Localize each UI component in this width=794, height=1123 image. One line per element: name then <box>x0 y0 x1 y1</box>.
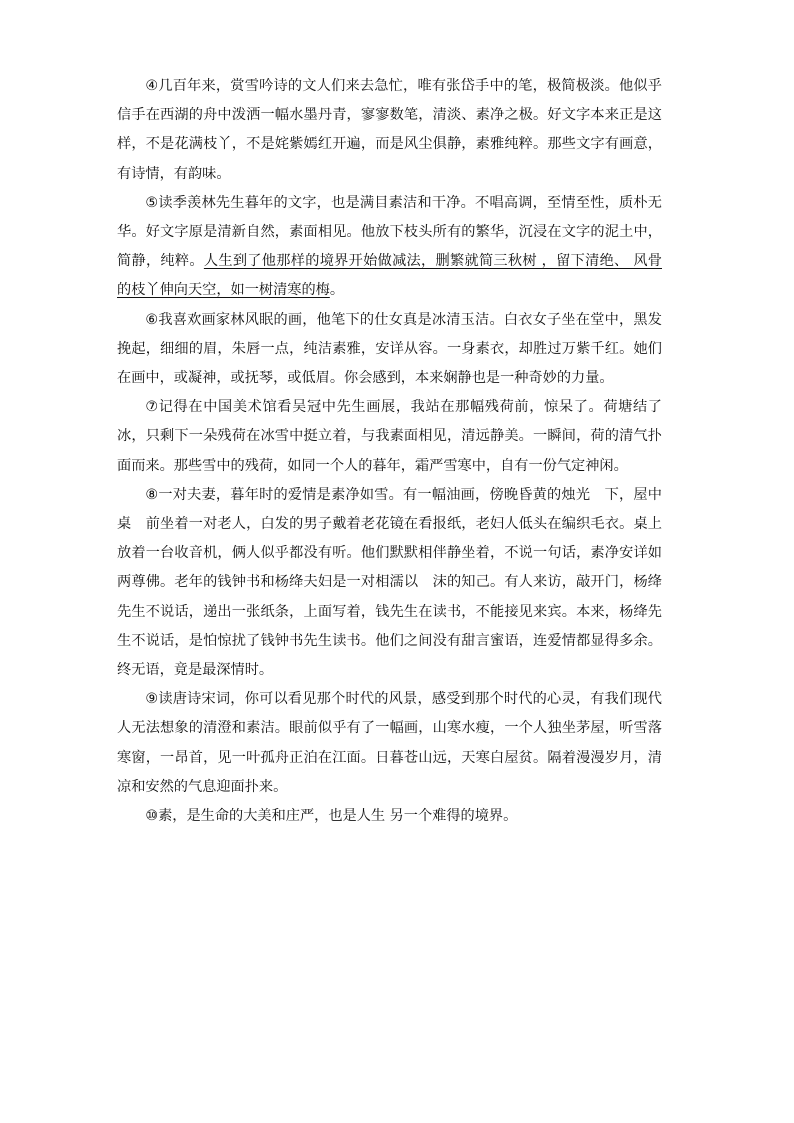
paragraph-5-underlined-sentence: 人生到了他那样的境界开始做减法，删繁就简三秋树 ，留下清绝、 风骨的枝丫伸向天空，如一树清寒的梅 <box>117 253 662 299</box>
paragraph-8: ⑧一对夫妻，暮年时的爱情是素净如雪。有一幅油画，傍晚昏黄的烛光 下，屋中桌 前坐着一对老人，白发的男子戴着老花镜在看报纸，老妇人低头在编织毛衣。桌上放着一台收音机，俩人似乎都没有听。他们默默相伴静坐着，不说一句话，素净安详如两尊佛。老年的钱钟书和杨绛夫妇是一对相濡以 沫的知己。有人来访，敲开门，杨绛先生不说话，递出一张纸条，上面写着，钱先生在读书，不能接见来宾。本来，杨绛先生不说话，是怕惊扰了钱钟书先生读书。他们之间没有甜言蜜语，连爱情都显得多余。终无语，竟是最深情时。 <box>117 486 662 679</box>
paragraph-9: ⑨读唐诗宋词，你可以看见那个时代的风景，感受到那个时代的心灵，有我们现代人无法想象的清澄和素洁。眼前似乎有了一幅画，山寒水瘦，一个人独坐茅屋，听雪落寒窗，一昂首，见一叶孤舟正泊在江面。日暮苍山远，天寒白屋贫。隔着漫漫岁月，清凉和安然的气息迎面扑来。 <box>117 691 662 795</box>
paragraph-7: ⑦记得在中国美术馆看吴冠中先生画展，我站在那幅残荷前，惊呆了。荷塘结了冰，只剩下一朵残荷在冰雪中挺立着，与我素面相见，清远静美。一瞬间，荷的清气扑面而来。那些雪中的残荷，如同一个人的暮年，霜严雪寒中，自有一份气定神闲。 <box>117 399 662 474</box>
paragraph-5 <box>117 189 662 306</box>
paragraph-10: ⑩素，是生命的大美和庄严，也是人生 另一个难得的境界。 <box>145 808 518 825</box>
paragraph-5-end: 。 <box>329 282 345 299</box>
paragraph-6: ⑥我喜欢画家林风眠的画，他笔下的仕女真是冰清玉洁。白衣女子坐在堂中，黑发挽起，细细的眉，朱唇一点，纯洁素雅，安详从容。一身素衣，却胜过万紫千红。她们在画中，或凝神，或抚琴，或低眉。你会感到，本来娴静也是一种奇妙的力量。 <box>117 311 662 387</box>
paragraph-5-text: ⑤读季羡林先生暮年的文字，也是满目素洁和干净。不唱高调，至情至性，质朴无华。好文字原是清新自然，素面相见。他放下枝头所有的繁华，沉浸在文字的泥土中，简静，纯粹。 <box>117 194 662 270</box>
document-page <box>117 72 662 831</box>
paragraph-4: ④几百年来，赏雪吟诗的文人们来去急忙，唯有张岱手中的笔，极简极淡。他似乎信手在西湖的舟中泼洒一幅水墨丹青，寥寥数笔，清淡、素净之极。好文字本来正是这样，不是花满枝丫，不是姹紫嫣红开遍，而是风尘俱静，素雅纯粹。那些文字有画意，有诗情，有韵味。 <box>117 78 662 182</box>
